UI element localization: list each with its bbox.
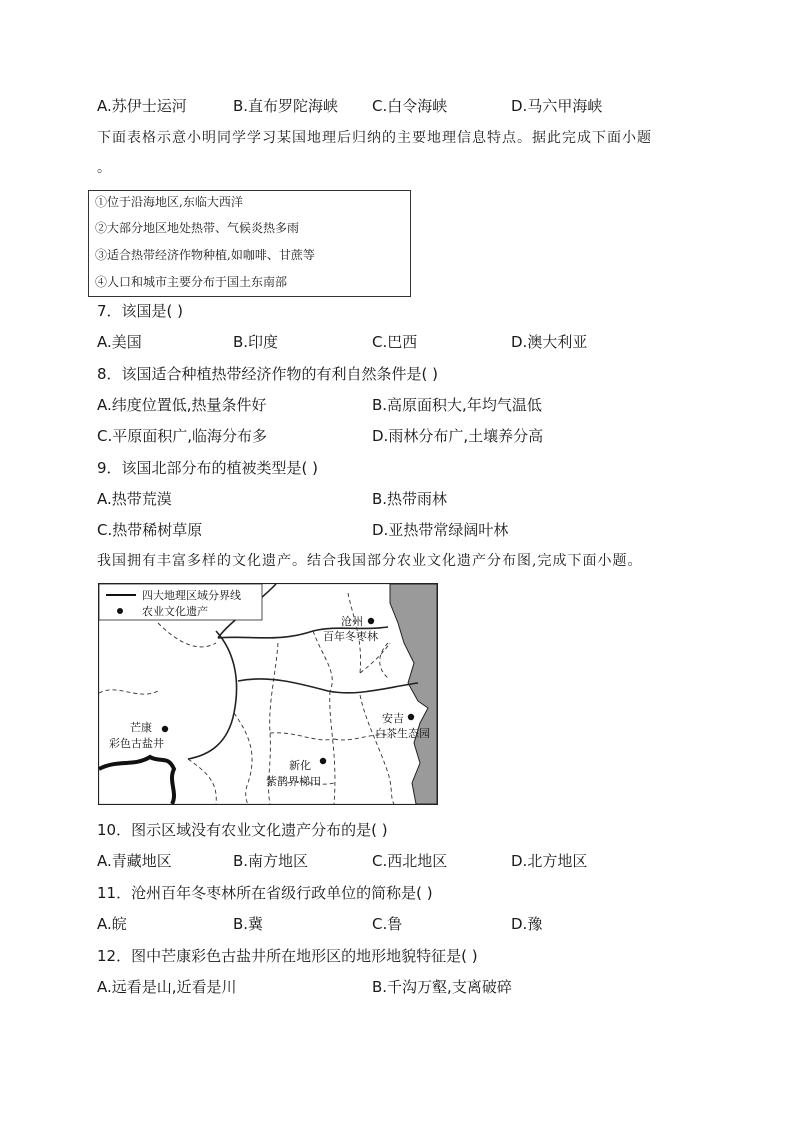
q7-option-a[interactable]: A.美国 — [97, 333, 142, 351]
info-item: ④人口和城市主要分布于国土东南部 — [95, 275, 288, 289]
heritage-map — [98, 583, 438, 805]
q9-option-c[interactable]: C.热带稀树草原 — [97, 521, 203, 539]
svg-text:芒康: 芒康 — [130, 721, 152, 734]
intro-text-1: 下面表格示意小明同学学习某国地理后归纳的主要地理信息特点。据此完成下面小题 — [97, 130, 652, 146]
svg-text:紫鹊界梯田: 紫鹊界梯田 — [266, 775, 321, 788]
q11-option-a[interactable]: A.皖 — [97, 915, 127, 933]
q9-option-d[interactable]: D.亚热带常绿阔叶林 — [372, 521, 509, 539]
intro-text-1-end: 。 — [97, 160, 112, 176]
q7-option-b[interactable]: B.印度 — [233, 333, 279, 351]
svg-text:百年冬枣林: 百年冬枣林 — [323, 630, 378, 643]
legend-heritage-label: 农业文化遗产 — [142, 605, 208, 618]
q6-option-d[interactable]: D.马六甲海峡 — [511, 97, 603, 115]
info-item: ③适合热带经济作物种植,如咖啡、甘蔗等 — [95, 248, 315, 262]
q10-option-d[interactable]: D.北方地区 — [511, 852, 588, 870]
q10-option-b[interactable]: B.南方地区 — [233, 852, 309, 870]
q9-option-a[interactable]: A.热带荒漠 — [97, 490, 172, 508]
q11-option-b[interactable]: B.冀 — [233, 915, 264, 933]
q8-option-d[interactable]: D.雨林分布广,土壤养分高 — [372, 427, 544, 445]
q8-option-a[interactable]: A.纬度位置低,热量条件好 — [97, 396, 267, 414]
q6-option-c[interactable]: C.白令海峡 — [372, 97, 448, 115]
svg-text:安吉: 安吉 — [382, 712, 404, 725]
q7-option-c[interactable]: C.巴西 — [372, 333, 418, 351]
info-item: ①位于沿海地区,东临大西洋 — [95, 195, 243, 209]
q8-stem: 8．该国适合种植热带经济作物的有利自然条件是( ) — [97, 365, 439, 383]
svg-text:沧州: 沧州 — [341, 615, 363, 628]
q12-option-b[interactable]: B.千沟万壑,支离破碎 — [372, 978, 512, 996]
info-item: ②大部分地区地处热带、气候炎热多雨 — [95, 221, 300, 235]
svg-text:白茶生态园: 白茶生态园 — [375, 727, 430, 740]
q9-stem: 9．该国北部分布的植被类型是( ) — [97, 459, 319, 477]
q11-stem: 11．沧州百年冬枣林所在省级行政单位的简称是( ) — [97, 884, 433, 902]
info-table — [88, 190, 411, 297]
q8-option-b[interactable]: B.高原面积大,年均气温低 — [372, 396, 542, 414]
legend-heritage-swatch — [117, 608, 123, 614]
q11-option-d[interactable]: D.豫 — [511, 915, 543, 933]
svg-text:新化: 新化 — [289, 759, 311, 772]
q7-option-d[interactable]: D.澳大利亚 — [511, 333, 588, 351]
q12-stem: 12．图中芒康彩色古盐井所在地形区的地形地貌特征是( ) — [97, 947, 478, 965]
q10-option-a[interactable]: A.青藏地区 — [97, 852, 172, 870]
intro-text-2: 我国拥有丰富多样的文化遗产。结合我国部分农业文化遗产分布图,完成下面小题。 — [97, 553, 643, 569]
q10-stem: 10．图示区域没有农业文化遗产分布的是( ) — [97, 821, 388, 839]
q7-stem: 7．该国是( ) — [97, 302, 184, 320]
q6-option-a[interactable]: A.苏伊士运河 — [97, 97, 187, 115]
q11-option-c[interactable]: C.鲁 — [372, 915, 403, 933]
q9-option-b[interactable]: B.热带雨林 — [372, 490, 448, 508]
svg-text:彩色古盐井: 彩色古盐井 — [109, 737, 164, 750]
q8-option-c[interactable]: C.平原面积广,临海分布多 — [97, 427, 268, 445]
legend-boundary-label: 四大地理区域分界线 — [142, 589, 241, 602]
q12-option-a[interactable]: A.远看是山,近看是川 — [97, 978, 237, 996]
q10-option-c[interactable]: C.西北地区 — [372, 852, 448, 870]
q6-option-b[interactable]: B.直布罗陀海峡 — [233, 97, 339, 115]
